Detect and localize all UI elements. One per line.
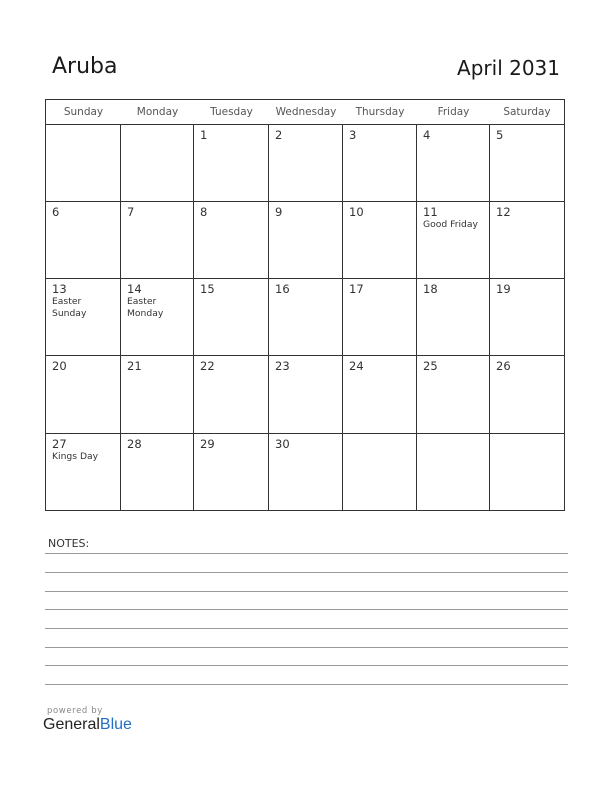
day-number: 9 xyxy=(275,205,283,219)
weekday-wednesday: Wednesday xyxy=(275,106,337,118)
calendar-day-cell xyxy=(121,356,194,434)
day-number: 22 xyxy=(200,359,215,373)
calendar-day-cell xyxy=(269,125,343,202)
note-line xyxy=(45,647,568,648)
day-number: 21 xyxy=(127,359,142,373)
calendar-day-cell xyxy=(121,434,194,511)
day-number: 12 xyxy=(496,205,511,219)
day-number: 10 xyxy=(349,205,364,219)
day-number: 20 xyxy=(52,359,67,373)
calendar-day-cell xyxy=(343,434,417,511)
month-year-title: April 2031 xyxy=(457,56,560,80)
day-number: 16 xyxy=(275,282,290,296)
calendar-day-cell xyxy=(417,125,490,202)
calendar-day-cell xyxy=(417,356,490,434)
calendar-day-cell xyxy=(343,279,417,356)
day-number: 15 xyxy=(200,282,215,296)
calendar-day-cell xyxy=(417,434,490,511)
note-line xyxy=(45,572,568,573)
calendar-day-cell xyxy=(194,279,269,356)
note-line xyxy=(45,609,568,610)
day-number: 14 xyxy=(127,282,142,296)
calendar-day-cell xyxy=(194,356,269,434)
day-number: 23 xyxy=(275,359,290,373)
calendar-day-cell xyxy=(343,356,417,434)
day-number: 11 xyxy=(423,205,438,219)
calendar-day-cell xyxy=(269,434,343,511)
weekday-thursday: Thursday xyxy=(355,106,405,118)
calendar-day-cell xyxy=(490,125,564,202)
notes-label: NOTES: xyxy=(48,537,90,550)
calendar-day-cell xyxy=(490,356,564,434)
calendar-day-cell xyxy=(194,434,269,511)
holiday-label: Kings Day xyxy=(52,451,99,462)
day-number: 29 xyxy=(200,437,215,451)
day-number: 13 xyxy=(52,282,67,296)
weekday-saturday: Saturday xyxy=(503,106,551,118)
calendar-day-cell xyxy=(343,125,417,202)
day-number: 19 xyxy=(496,282,511,296)
note-line xyxy=(45,665,568,666)
calendar-day-cell xyxy=(343,202,417,279)
calendar-day-cell xyxy=(46,279,121,356)
calendar-grid xyxy=(45,99,565,511)
calendar-body xyxy=(46,125,564,511)
calendar-day-cell xyxy=(490,279,564,356)
weekday-friday: Friday xyxy=(437,106,470,118)
day-number: 4 xyxy=(423,128,431,142)
note-line xyxy=(45,684,568,685)
calendar-day-cell xyxy=(490,202,564,279)
day-number: 30 xyxy=(275,437,290,451)
holiday-label: Easter Sunday xyxy=(52,296,87,319)
day-number: 26 xyxy=(496,359,511,373)
calendar-day-cell xyxy=(269,279,343,356)
holiday-label: Easter Monday xyxy=(127,296,164,319)
country-title: Aruba xyxy=(52,54,118,79)
note-line xyxy=(45,553,568,554)
calendar-day-cell xyxy=(46,125,121,202)
weekday-header-row xyxy=(46,100,564,125)
brand-general: General xyxy=(43,716,100,733)
calendar-day-cell xyxy=(121,279,194,356)
calendar-day-cell xyxy=(269,356,343,434)
day-number: 2 xyxy=(275,128,283,142)
calendar-day-cell xyxy=(46,202,121,279)
day-number: 17 xyxy=(349,282,364,296)
day-number: 1 xyxy=(200,128,208,142)
calendar-day-cell xyxy=(46,356,121,434)
day-number: 28 xyxy=(127,437,142,451)
day-number: 24 xyxy=(349,359,364,373)
day-number: 7 xyxy=(127,205,135,219)
weekday-tuesday: Tuesday xyxy=(210,106,253,118)
calendar-day-cell xyxy=(46,434,121,511)
day-number: 6 xyxy=(52,205,60,219)
note-line xyxy=(45,628,568,629)
calendar-day-cell xyxy=(269,202,343,279)
brand-blue: Blue xyxy=(99,716,132,733)
calendar-day-cell xyxy=(194,125,269,202)
holiday-label: Good Friday xyxy=(423,219,478,230)
powered-by-text: powered by xyxy=(47,706,103,716)
weekday-monday: Monday xyxy=(136,106,179,118)
day-number: 27 xyxy=(52,437,67,451)
day-number: 25 xyxy=(423,359,438,373)
day-number: 8 xyxy=(200,205,208,219)
calendar-day-cell xyxy=(490,434,564,511)
calendar-day-cell xyxy=(121,125,194,202)
day-number: 5 xyxy=(496,128,504,142)
calendar-day-cell xyxy=(417,279,490,356)
calendar-day-cell xyxy=(194,202,269,279)
weekday-sunday: Sunday xyxy=(63,106,104,118)
generalblue-logo xyxy=(43,716,132,734)
note-line xyxy=(45,591,568,592)
day-number: 18 xyxy=(423,282,438,296)
calendar-day-cell xyxy=(121,202,194,279)
day-number: 3 xyxy=(349,128,357,142)
calendar-day-cell xyxy=(417,202,490,279)
